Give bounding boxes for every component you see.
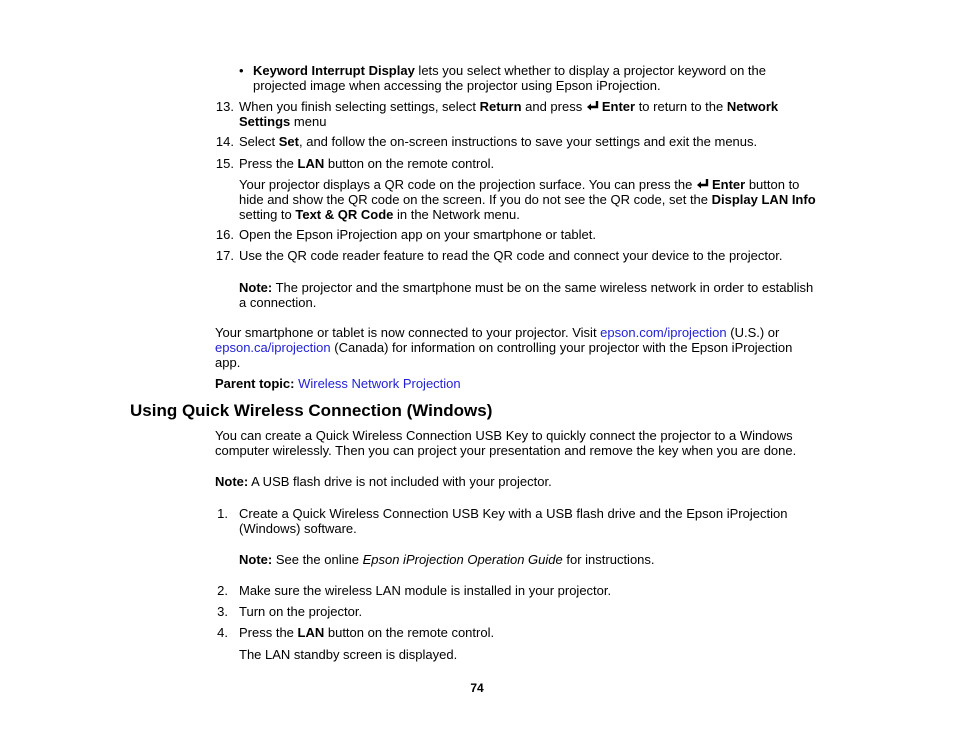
qr-text-5: in the Network menu. <box>393 207 520 222</box>
epson-ca-link[interactable]: epson.ca/iprojection <box>215 340 331 355</box>
parent-topic <box>215 376 461 391</box>
note-label: Note: <box>239 552 273 567</box>
note-label: Note: <box>239 280 273 295</box>
epson-com-link[interactable]: epson.com/iprojection <box>600 325 727 340</box>
set-term: Set <box>278 134 299 149</box>
step-3-number: 3. <box>217 604 228 619</box>
settings-term: Settings <box>239 114 291 129</box>
step-16-number: 16. <box>215 227 234 242</box>
lan-term: LAN <box>297 156 325 171</box>
note-2 <box>215 474 552 489</box>
step-14-text-2: , and follow the on-screen instructions to save your settings and exit the menus. <box>298 134 758 149</box>
note-1 <box>239 280 813 310</box>
bullet-item <box>253 63 766 93</box>
step-1 <box>239 506 787 536</box>
step-2: Make sure the wireless LAN module is installed in your projector. <box>239 583 612 598</box>
wireless-network-projection-link[interactable]: Wireless Network Projection <box>298 376 461 391</box>
step-16: Open the Epson iProjection app on your smartphone or tablet. <box>239 227 596 242</box>
connected-text: Your smartphone or tablet is now connected to your projector. Visit <box>215 325 601 340</box>
connected-paragraph <box>215 325 792 370</box>
step-15-text: Press the <box>239 156 298 171</box>
step-4-number: 4. <box>217 625 228 640</box>
bullet-marker: • <box>239 63 244 78</box>
step-1-line-2: (Windows) software. <box>239 521 357 536</box>
qr-text-3: hide and show the QR code on the screen. If you do not see the QR code, set the <box>239 192 712 207</box>
operation-guide-title: Epson iProjection Operation Guide <box>362 552 563 567</box>
connected-text-2: (U.S.) or <box>726 325 780 340</box>
qr-text-4: setting to <box>239 207 296 222</box>
enter-term: Enter <box>601 99 636 114</box>
qr-text-1: Your projector displays a QR code on the projection surface. You can press the <box>239 177 696 192</box>
lan-term: LAN <box>297 625 325 640</box>
note-3-text: See the online <box>272 552 363 567</box>
bullet-text-2: projected image when accessing the projector using Epson iProjection. <box>253 78 661 93</box>
step-13-text-2: and press <box>521 99 586 114</box>
text-qr-code-term: Text & QR Code <box>295 207 394 222</box>
note-3 <box>239 552 655 567</box>
step-14 <box>239 134 757 149</box>
step-3: Turn on the projector. <box>239 604 363 619</box>
note-1-text: The projector and the smartphone must be on the same wireless network in order to establish <box>272 280 814 295</box>
note-label: Note: <box>215 474 249 489</box>
step-14-number: 14. <box>215 134 234 149</box>
step-13-number: 13. <box>215 99 234 114</box>
bullet-text: lets you select whether to display a projector keyword on the <box>414 63 766 78</box>
qr-text-2: button to <box>745 177 800 192</box>
network-term: Network <box>726 99 779 114</box>
note-3-text-2: for instructions. <box>562 552 655 567</box>
note-2-text: A USB flash drive is not included with your projector. <box>248 474 552 489</box>
intro-line-2: computer wirelessly. Then you can project your presentation and remove the key when you are done. <box>215 443 797 458</box>
bullet-term: Keyword Interrupt Display <box>253 63 415 78</box>
step-1-number: 1. <box>217 506 228 521</box>
connected-text-4: app. <box>215 355 241 370</box>
step-17: Use the QR code reader feature to read the QR code and connect your device to the projector. <box>239 248 783 263</box>
section-heading: Using Quick Wireless Connection (Windows) <box>130 401 493 420</box>
display-lan-info-term: Display LAN Info <box>711 192 816 207</box>
connected-text-3: (Canada) for information on controlling your projector with the Epson iProjection <box>330 340 793 355</box>
step-4 <box>239 625 494 640</box>
intro-line-1: You can create a Quick Wireless Connection USB Key to quickly connect the projector to a Windows <box>215 428 793 443</box>
step-15-text-2: button on the remote control. <box>324 156 495 171</box>
step-17-number: 17. <box>215 248 234 263</box>
step-13-text-4: menu <box>290 114 327 129</box>
step-13 <box>239 99 778 129</box>
step-2-number: 2. <box>217 583 228 598</box>
step-4-text-2: button on the remote control. <box>324 625 495 640</box>
step-13-text-3: to return to the <box>635 99 727 114</box>
step-15-paragraph <box>239 177 816 222</box>
page-number: 74 <box>470 681 484 695</box>
step-14-text: Select <box>239 134 279 149</box>
step-4-text: Press the <box>239 625 298 640</box>
intro-paragraph <box>215 428 796 458</box>
step-13-text: When you finish selecting settings, select <box>239 99 480 114</box>
enter-icon <box>586 100 600 112</box>
step-4-result: The LAN standby screen is displayed. <box>239 647 458 662</box>
step-15 <box>239 156 494 171</box>
enter-icon <box>696 178 710 190</box>
step-15-number: 15. <box>215 156 234 171</box>
parent-topic-label: Parent topic: <box>215 376 295 391</box>
return-term: Return <box>479 99 522 114</box>
enter-term: Enter <box>711 177 746 192</box>
step-1-line-1: Create a Quick Wireless Connection USB Key with a USB flash drive and the Epson iProjection <box>239 506 788 521</box>
note-1-text-2: a connection. <box>239 295 317 310</box>
